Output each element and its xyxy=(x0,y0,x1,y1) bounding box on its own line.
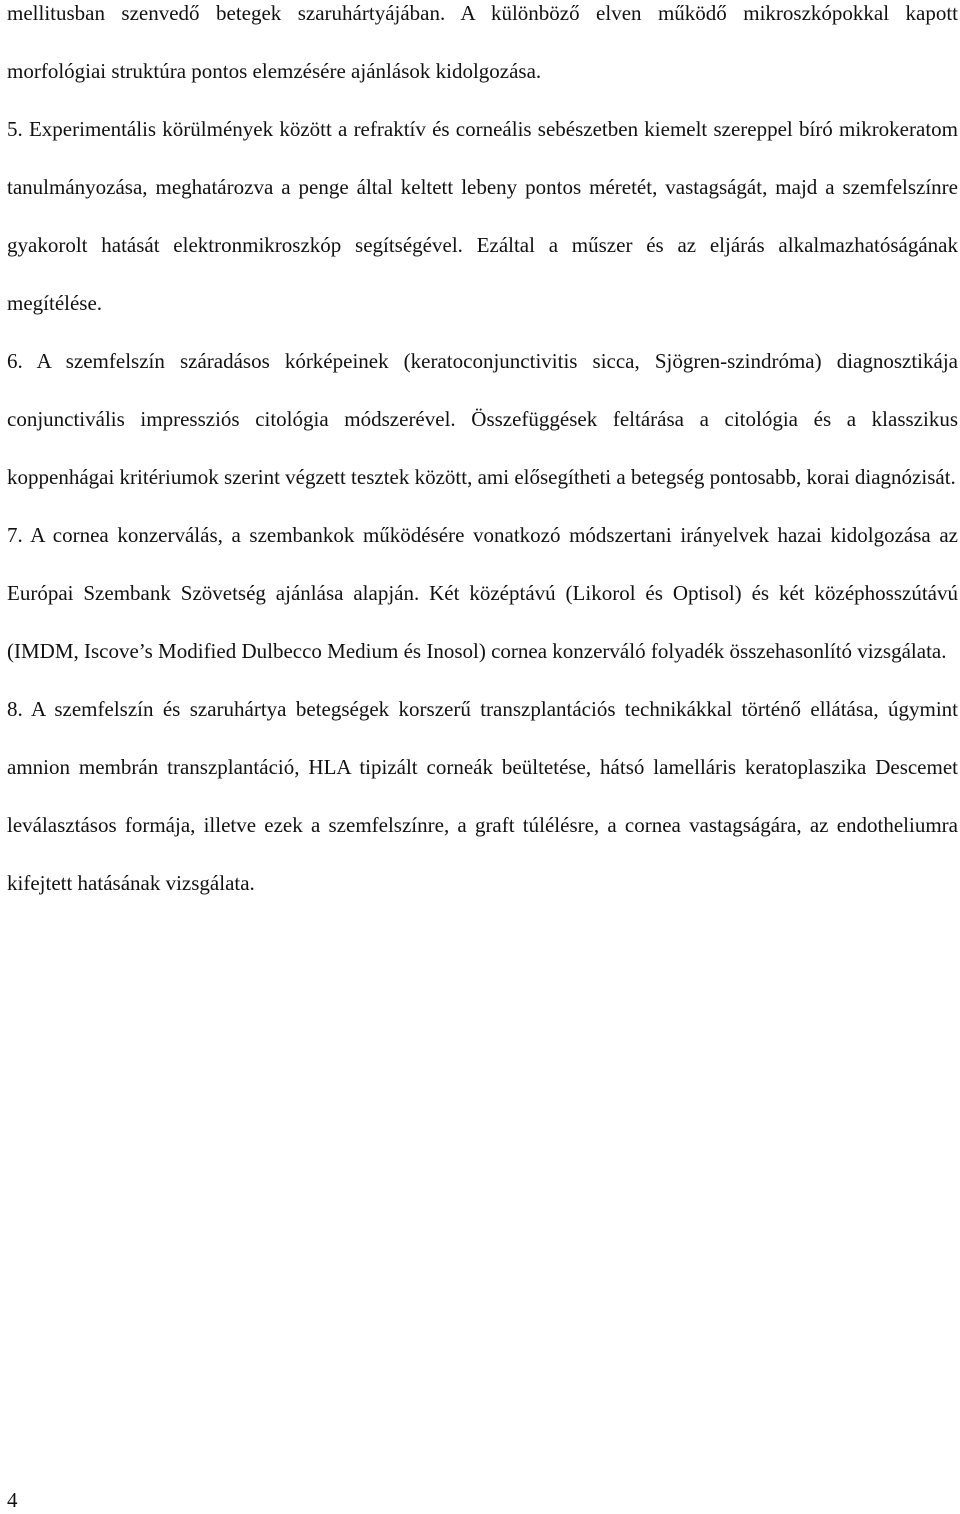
page-number: 4 xyxy=(7,1488,18,1512)
paragraph-item-6: 6. A szemfelszín száradásos kórképeinek (keratoconjunctivitis sicca, Sjögren-szindróma) diagnosztikája conjunctivális impressziós citológia módszerével. Összefüggések feltárása a citológia és a klasszikus koppenhágai kritériumok szerint végzett tesztek között, ami elősegítheti a betegség pontosabb, korai diagnózisát. xyxy=(7,349,958,489)
paragraph-item-7: 7. A cornea konzerválás, a szembankok működésére vonatkozó módszertani irányelvek hazai kidolgozása az Európai Szembank Szövetség ajánlása alapján. Két középtávú (Likorol és Optisol) és két középhosszútávú (IMDM, Iscove’s Modified Dulbecco Medium és Inosol) cornea konzerváló folyadék összehasonlító vizsgálata. xyxy=(7,523,958,663)
document-body xyxy=(7,0,958,912)
paragraph-continuation: mellitusban szenvedő betegek szaruhártyájában. A különböző elven működő mikroszkópokkal kapott morfológiai struktúra pontos elemzésére ajánlások kidolgozása. xyxy=(7,1,958,83)
paragraph-item-5: 5. Experimentális körülmények között a refraktív és corneális sebészetben kiemelt szereppel bíró mikrokeratom tanulmányozása, meghatározva a penge által keltett lebeny pontos méretét, vastagságát, majd a szemfelszínre gyakorolt hatását elektronmikroszkóp segítségével. Ezáltal a műszer és az eljárás alkalmazhatóságának megítélése. xyxy=(7,117,958,315)
paragraph-item-8: 8. A szemfelszín és szaruhártya betegségek korszerű transzplantációs technikákkal történő ellátása, úgymint amnion membrán transzplantáció, HLA tipizált corneák beültetése, hátsó lamelláris keratoplaszika Descemet leválasztásos formája, illetve ezek a szemfelszínre, a graft túlélésre, a cornea vastagságára, az endotheliumra kifejtett hatásának vizsgálata. xyxy=(7,697,958,895)
